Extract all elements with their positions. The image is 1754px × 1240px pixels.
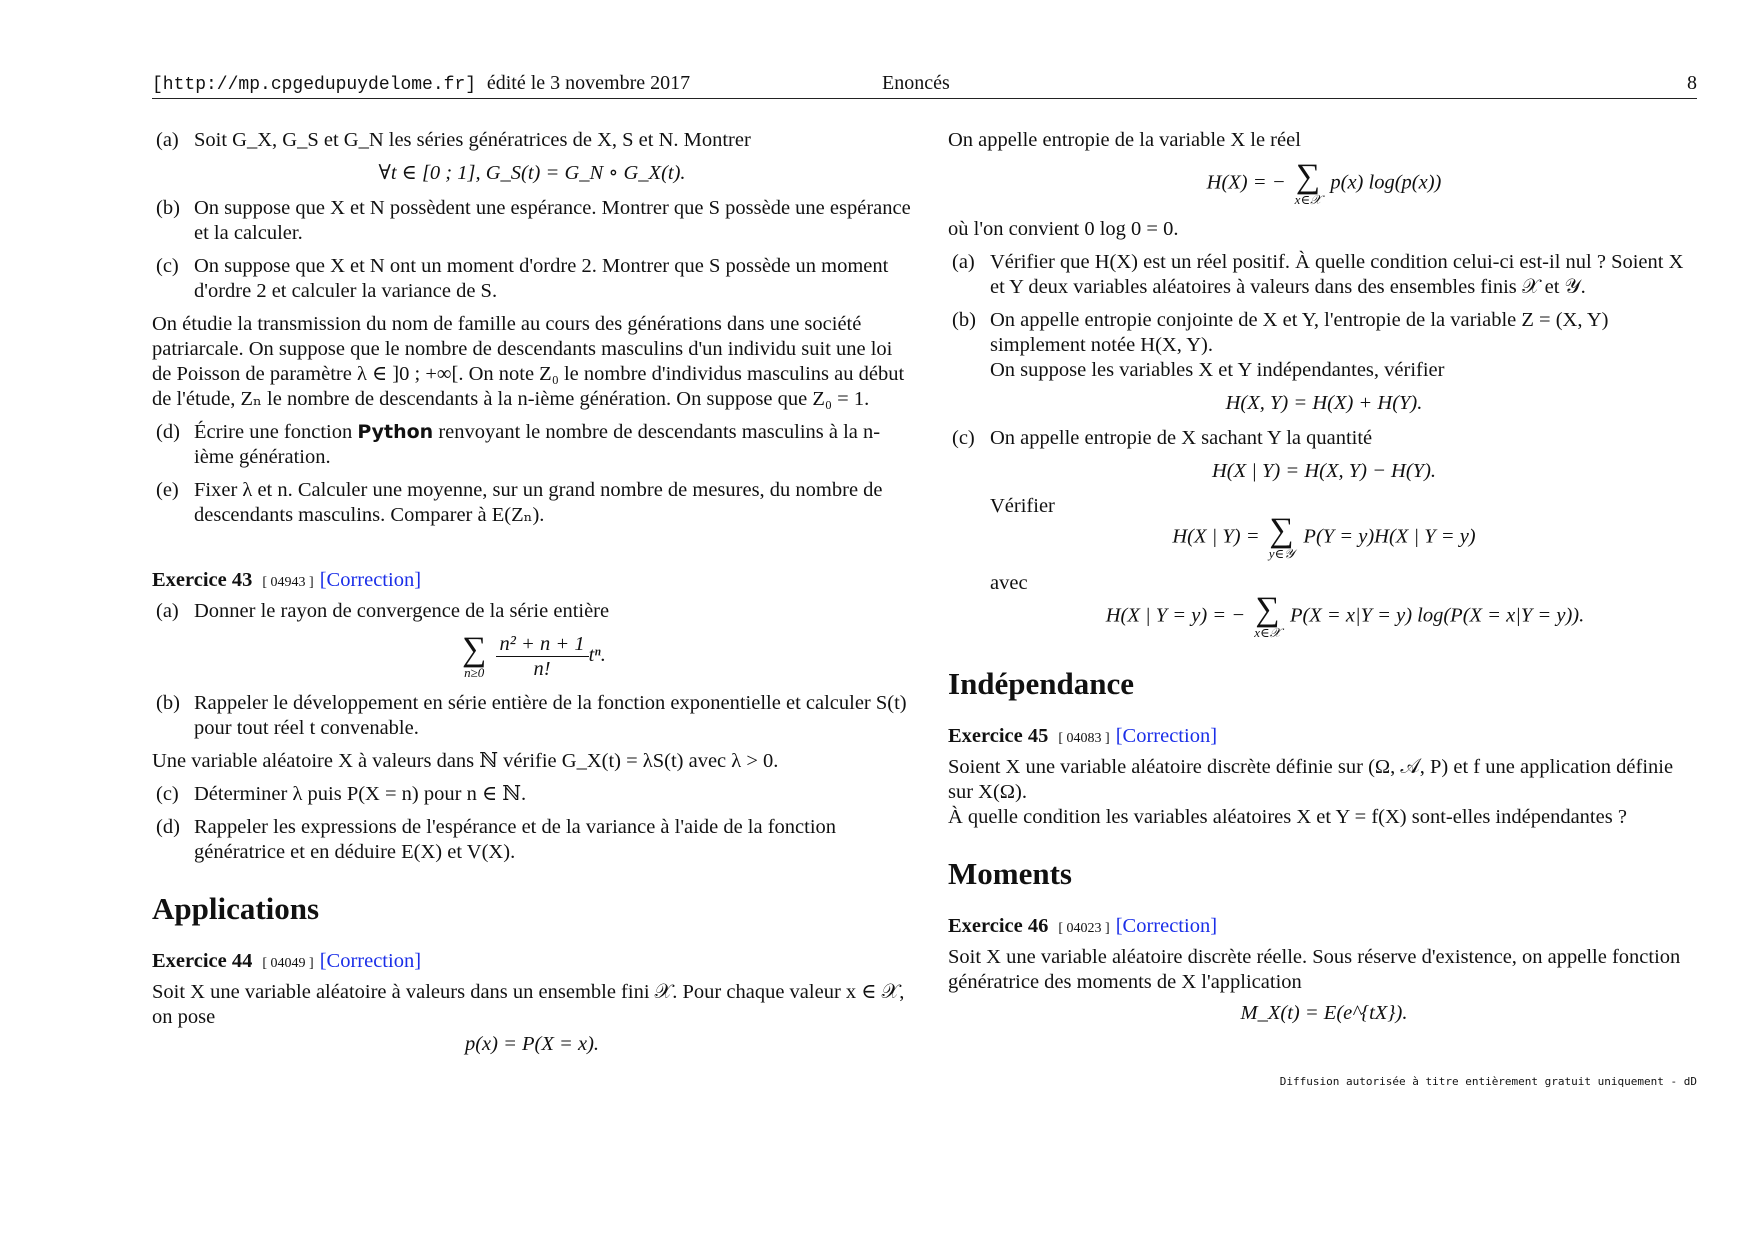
section-applications: Applications	[152, 891, 320, 926]
equation: H(X, Y) = H(X) + H(Y).	[1225, 392, 1423, 414]
question-c: (c) Déterminer λ puis P(X = n) pour n ∈ ℕ.	[156, 783, 527, 805]
question-b: (b) Rappeler le développement en série entière de la fonction exponentielle et calculer S(t) pour tout réel t convenable.	[156, 692, 907, 739]
paragraph: On étudie la transmission du nom de famille au cours des générations dans une société patriarcale. On suppose que le nombre de descendants masculins d'un individu suit une loi de Poisson de paramètre λ ∈ ]0 ; +∞[. On note Z₀ le nombre d'individus masculins au début de l'étude, Zₙ le nombre de descendants à la n-ième génération. On suppose que Z₀ = 1.	[152, 313, 905, 410]
paragraph: On appelle entropie de la variable X le réel	[948, 129, 1301, 151]
left-column	[152, 128, 912, 1067]
equation: ∀t ∈ [0 ; 1], G_S(t) = G_N ∘ G_X(t).	[378, 162, 686, 184]
exercise-45-heading: Exercice 45 [ 04083 ] [Correction]	[948, 725, 1218, 747]
correction-link[interactable]: [Correction]	[1115, 915, 1218, 937]
section-independance: Indépendance	[948, 666, 1135, 701]
question-a: (a) Vérifier que H(X) est un réel positif. À quelle condition celui-ci est-il nul ? Soient X et Y deux variables aléatoires à valeurs dans des ensembles finis 𝒳 et 𝒴.	[952, 251, 1684, 298]
question-d: (d) Rappeler les expressions de l'espérance et de la variance à l'aide de la fonction génératrice et en déduire E(X) et V(X).	[156, 816, 837, 863]
page-number: 8	[1687, 72, 1697, 94]
question-c: (c) On appelle entropie de X sachant Y la quantité	[952, 427, 1373, 449]
conditional-entropy-equation: H(X | Y) = ∑ y∈𝒴 P(Y = y)H(X | Y = y)	[1172, 512, 1476, 561]
question-e: (e) Fixer λ et n. Calculer une moyenne, sur un grand nombre de mesures, du nombre de descendants masculins. Comparer à E(Zₙ).	[156, 479, 883, 526]
sum-symbol: ∑ x∈𝒳	[1254, 591, 1281, 640]
sum-symbol: ∑ x∈𝒳	[1294, 158, 1322, 207]
sum-symbol: ∑ n≥0	[462, 630, 487, 680]
series-equation: ∑ n≥0 $\frac{\text{n² + n + 1}}{n!}$ tⁿ.	[462, 630, 606, 680]
python-keyword: Python	[357, 421, 434, 443]
paragraph: À quelle condition les variables aléatoires X et Y = f(X) sont-elles indépendantes ?	[948, 806, 1627, 828]
paragraph: Une variable aléatoire X à valeurs dans ℕ vérifie G_X(t) = λS(t) avec λ > 0.	[152, 750, 779, 772]
equation: M_X(t) = E(e^{tX}).	[1240, 1002, 1408, 1024]
page-header	[152, 70, 1697, 99]
paragraph: Soit X une variable aléatoire à valeurs dans un ensemble fini 𝒳. Pour chaque valeur x ∈ 𝒳, on pose	[152, 981, 905, 1028]
question-b: (b) On appelle entropie conjointe de X et Y, l'entropie de la variable Z = (X, Y) simplement notée H(X, Y). On suppose les variables X et Y indépendantes, vérifier	[952, 309, 1609, 381]
paragraph: où l'on convient 0 log 0 = 0.	[948, 218, 1179, 240]
header-url[interactable]: [http://mp.cpgedupuydelome.fr] édité le 3 novembre 2017	[152, 72, 691, 95]
verifier-label: Vérifier	[990, 495, 1055, 517]
footer-notice: Diffusion autorisée à titre entièrement gratuit uniquement - dD	[1279, 1075, 1697, 1088]
question-c: (c) On suppose que X et N ont un moment d'ordre 2. Montrer que S possède un moment d'ordre 2 et calculer la variance de S.	[156, 255, 889, 302]
avec-label: avec	[990, 572, 1028, 594]
header-date: édité le 3 novembre 2017	[486, 72, 691, 94]
correction-link[interactable]: [Correction]	[1115, 725, 1218, 747]
equation: H(X | Y) = H(X, Y) − H(Y).	[1211, 460, 1437, 482]
exercise-46-heading: Exercice 46 [ 04023 ] [Correction]	[948, 915, 1218, 937]
correction-link[interactable]: [Correction]	[319, 569, 422, 591]
fraction: $\frac{\text{n² + n + 1}}{n!}$	[496, 632, 589, 681]
question-b: (b) On suppose que X et N possèdent une espérance. Montrer que S possède une espérance et la calculer.	[156, 197, 911, 244]
exercise-43-heading: Exercice 43 [ 04943 ] [Correction]	[152, 569, 422, 591]
section-moments: Moments	[948, 856, 1072, 891]
exercise-44-heading: Exercice 44 [ 04049 ] [Correction]	[152, 950, 422, 972]
paragraph: Soient X une variable aléatoire discrète définie sur (Ω, 𝒜, P) et f une application définie sur X(Ω).	[948, 756, 1674, 803]
header-title: Enoncés	[882, 72, 950, 94]
paragraph: Soit X une variable aléatoire discrète réelle. Sous réserve d'existence, on appelle fonction génératrice des moments de X l'application	[948, 946, 1681, 993]
entropy-equation: H(X) = − ∑ x∈𝒳 p(x) log(p(x))	[1206, 158, 1442, 207]
right-column	[948, 128, 1700, 1036]
question-a: (a) Donner le rayon de convergence de la série entière	[156, 600, 610, 622]
conditional-entropy-definition: H(X | Y = y) = − ∑ x∈𝒳 P(X = x|Y = y) log(P(X = x|Y = y)).	[1105, 591, 1585, 640]
equation: p(x) = P(X = x).	[464, 1033, 600, 1055]
sum-symbol: ∑ y∈𝒴	[1268, 512, 1295, 561]
question-a: (a) Soit G_X, G_S et G_N les séries génératrices de X, S et N. Montrer	[156, 129, 751, 151]
question-d: (d) Écrire une fonction Python renvoyant le nombre de descendants masculins à la n-ième génération.	[156, 421, 881, 468]
correction-link[interactable]: [Correction]	[319, 950, 422, 972]
